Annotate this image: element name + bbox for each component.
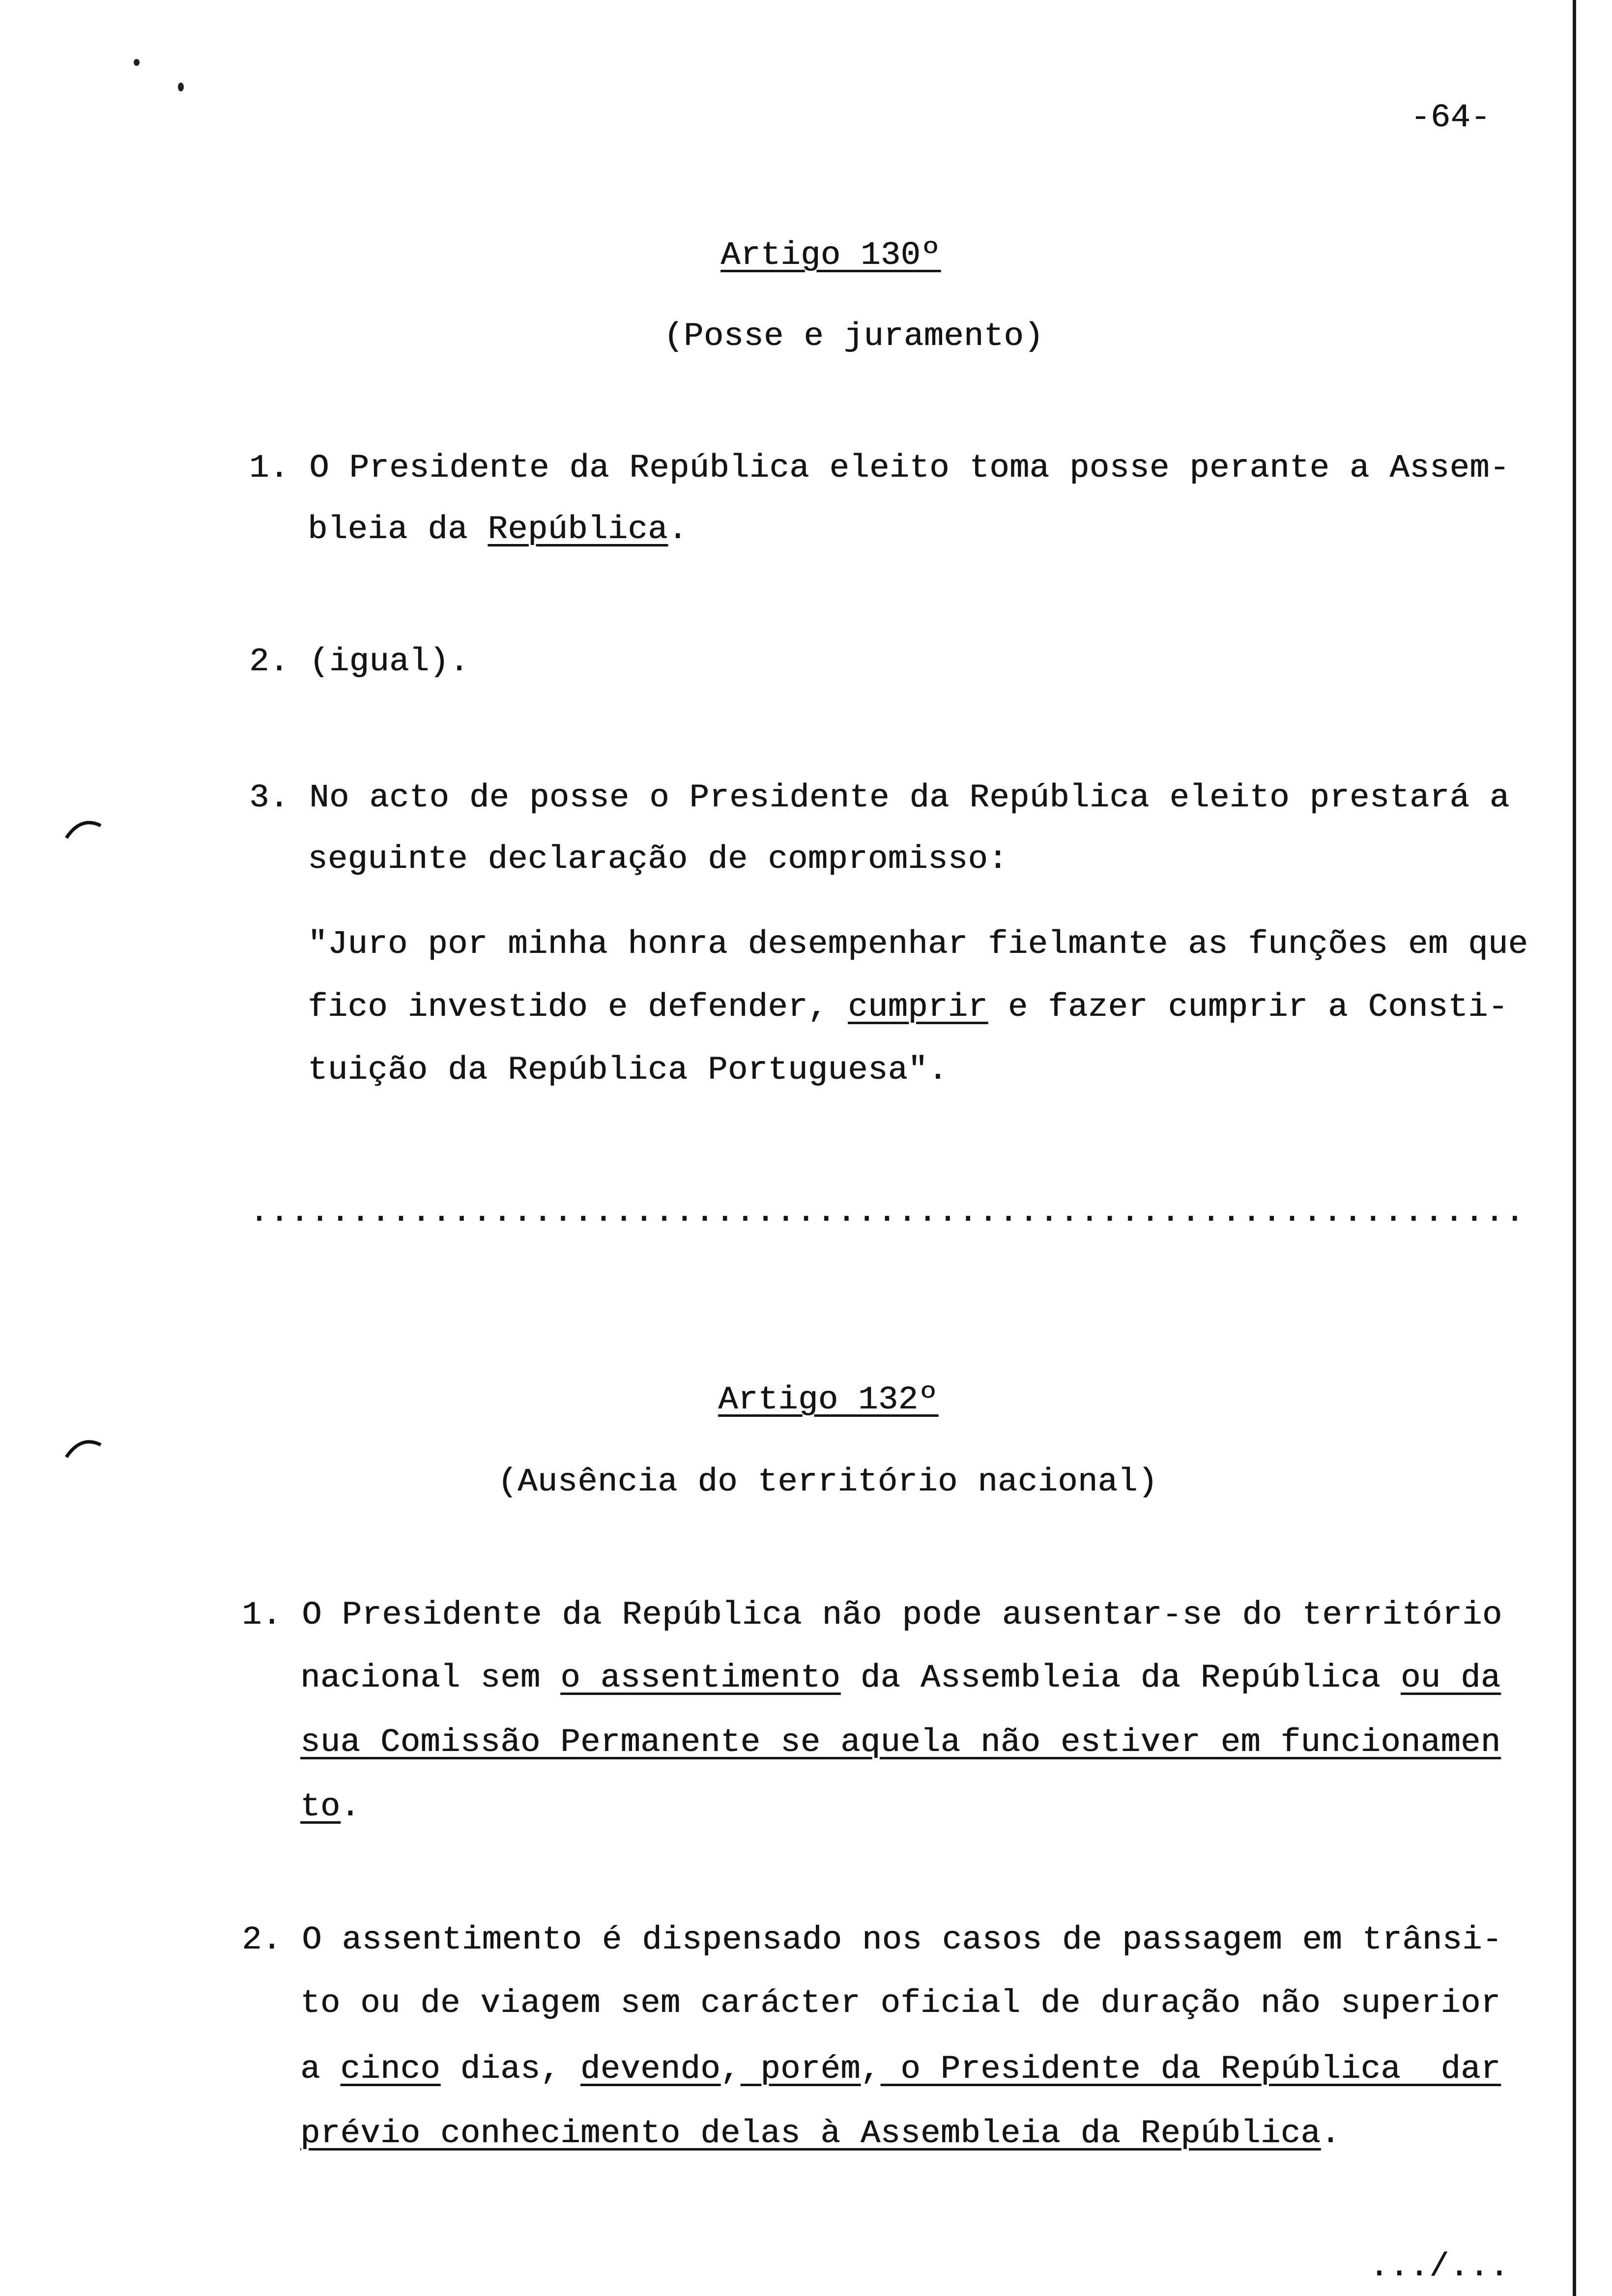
margin-arc-mark-icon <box>64 816 103 840</box>
page-edge-line <box>1573 0 1576 2296</box>
text-line <box>300 2050 1500 2089</box>
continuation-marker: .../... <box>1369 2248 1509 2286</box>
text-line <box>308 1051 948 1090</box>
text-segment: . <box>1321 2115 1341 2152</box>
text-segment: seguinte declaração de compromisso: <box>308 841 1008 878</box>
underlined-text: prévio conhecimento delas à Assembleia da República <box>300 2115 1321 2152</box>
underlined-text: cinco <box>340 2051 440 2088</box>
text-segment: fico investido e defender, <box>308 989 848 1026</box>
article-130-title: Artigo 130º <box>720 237 941 274</box>
text-segment: tuição da República Portuguesa". <box>308 1052 948 1089</box>
underlined-text: to <box>300 1788 341 1826</box>
text-line <box>242 1596 1502 1635</box>
underlined-text: República <box>488 511 668 548</box>
text-line <box>308 510 688 549</box>
text-segment: , <box>860 2051 881 2088</box>
page-number: -64- <box>1410 99 1491 137</box>
text-segment: e fazer cumprir a Consti- <box>988 989 1508 1026</box>
text-segment: 1. O Presidente da República não pode ausentar-se do território <box>242 1597 1502 1634</box>
text-line <box>308 840 1008 879</box>
separator-dots: ............................................................... <box>249 1194 1526 1231</box>
text-line <box>300 1984 1500 2023</box>
text-segment: 1. O Presidente da República eleito toma posse perante a Assem- <box>249 450 1510 487</box>
text-line <box>242 1921 1502 1960</box>
speck <box>178 83 184 91</box>
text-segment: 2. (igual). <box>249 643 469 681</box>
text-segment: "Juro por minha honra desempenhar fielmante as funções em que <box>308 926 1528 963</box>
article-132-title: Artigo 132º <box>718 1381 938 1419</box>
text-line <box>300 1659 1500 1698</box>
underlined-text: o assentimento <box>560 1660 841 1697</box>
text-segment: 3. No acto de posse o Presidente da República eleito prestará a <box>249 779 1510 817</box>
text-segment: 2. O assentimento é dispensado nos casos de passagem em trânsi- <box>242 1922 1502 1959</box>
text-segment: nacional sem <box>300 1660 561 1697</box>
article-132-subtitle: (Ausência do território nacional) <box>497 1464 1158 1501</box>
underlined-text: devendo <box>580 2051 720 2088</box>
underlined-text: ou da <box>1400 1660 1501 1697</box>
text-line <box>308 988 1508 1027</box>
underlined-text: porém <box>740 2051 861 2088</box>
text-line <box>300 1787 360 1827</box>
text-segment: da Assembleia da República <box>840 1660 1401 1697</box>
text-segment: . <box>667 511 688 548</box>
underlined-text: o Presidente da República dar <box>880 2051 1501 2088</box>
text-line <box>249 778 1510 818</box>
text-line <box>300 1723 1500 1762</box>
text-segment: to ou de viagem sem carácter oficial de duração não superior <box>300 1985 1501 2022</box>
article-130-subtitle: (Posse e juramento) <box>663 318 1044 355</box>
text-line <box>249 449 1510 488</box>
text-segment: a <box>300 2051 341 2088</box>
text-segment: bleia da <box>308 511 488 548</box>
text-segment: . <box>340 1788 361 1826</box>
underlined-text: cumprir <box>848 989 988 1026</box>
speck <box>134 59 140 66</box>
margin-arc-mark-icon <box>64 1435 103 1460</box>
text-segment: dias, <box>440 2051 580 2088</box>
text-segment: , <box>720 2051 741 2088</box>
underlined-text: sua Comissão Permanente se aquela não estiver em funcionamen <box>300 1724 1501 1761</box>
text-line <box>249 642 469 682</box>
text-line <box>308 925 1528 964</box>
text-line <box>300 2114 1341 2153</box>
